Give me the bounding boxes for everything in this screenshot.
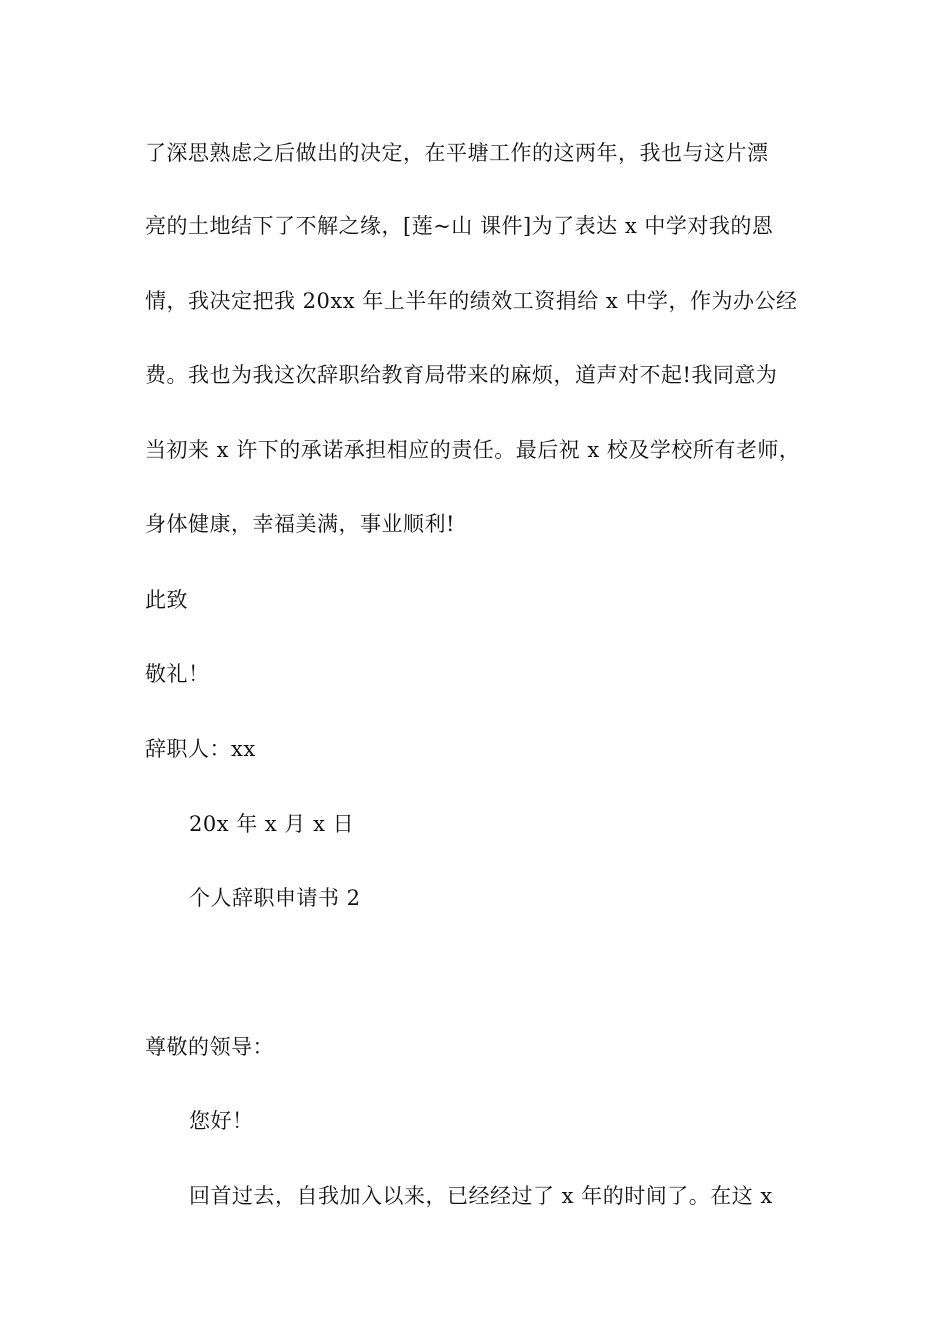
closing-ci-zhi: 此致: [145, 588, 188, 612]
paragraph-line-5: 当初来 x 许下的承诺承担相应的责任。最后祝 x 校及学校所有老师，: [145, 438, 801, 462]
paragraph-line-3: 情，我决定把我 20xx 年上半年的绩效工资捐给 x 中学，作为办公经: [145, 289, 798, 313]
body-start-line: 回首过去，自我加入以来，已经经过了 x 年的时间了。在这 x: [189, 1184, 773, 1208]
paragraph-line-1: 了深思熟虑之后做出的决定，在平塘工作的这两年，我也与这片漂: [145, 141, 769, 165]
paragraph-line-4: 费。我也为我这次辞职给教育局带来的麻烦，道声对不起!我同意为: [145, 363, 778, 387]
section-title: 个人辞职申请书 2: [189, 886, 361, 910]
date-line: 20x 年 x 月 x 日: [189, 812, 355, 836]
salutation: 尊敬的领导：: [145, 1035, 274, 1059]
signer-line: 辞职人：xx: [145, 737, 256, 761]
greeting: 您好！: [189, 1109, 254, 1133]
paragraph-line-2: 亮的土地结下了不解之缘，[莲~山 课件]为了表达 x 中学对我的恩: [145, 214, 774, 238]
paragraph-line-6: 身体健康，幸福美满，事业顺利!: [145, 512, 455, 536]
closing-jing-li: 敬礼！: [145, 662, 210, 686]
